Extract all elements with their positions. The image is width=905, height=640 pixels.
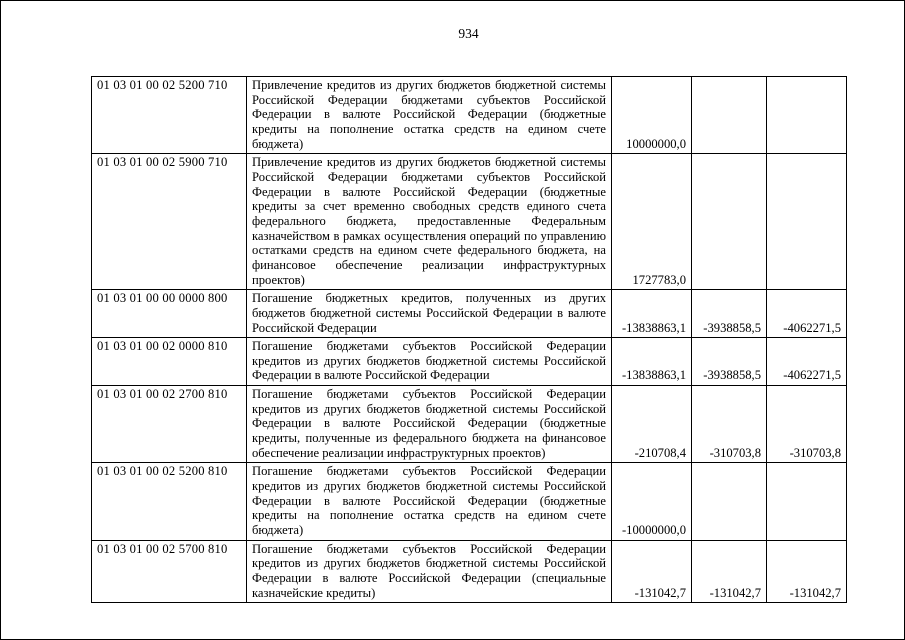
description-cell: Погашение бюджетами субъектов Российской Федерации кредитов из других бюджетов бюджетной системы Российской Федерации в валюте Российской Федерации [247,338,612,386]
table-row [92,77,847,154]
amount-cell-3: -4062271,5 [767,338,847,386]
amount-cell-2 [692,463,767,540]
description-cell: Погашение бюджетных кредитов, полученных из других бюджетов бюджетной системы Российской Федерации в валюте Российской Федерации [247,290,612,338]
description-cell: Привлечение кредитов из других бюджетов бюджетной системы Российской Федерации бюджетами субъектов Российской Федерации в валюте Российской Федерации (бюджетные кредиты за счет временно свободных средств единого счета федерального бюджета, предоставленные Федеральным казначейством в рамках осуществления операций по управлению остатками средств на едином счете федерального бюджета, на финансовое обеспечение реализации инфраструктурных проектов) [247,154,612,290]
amount-cell-1: 1727783,0 [612,154,692,290]
amount-cell-3 [767,463,847,540]
amount-cell-1: 10000000,0 [612,77,692,154]
description-cell: Привлечение кредитов из других бюджетов бюджетной системы Российской Федерации бюджетами субъектов Российской Федерации в валюте Российской Федерации (бюджетные кредиты на пополнение остатка средств на едином счете бюджета) [247,77,612,154]
amount-cell-3: -131042,7 [767,540,847,603]
code-cell: 01 03 01 00 02 5900 710 [92,154,247,290]
amount-cell-2 [692,77,767,154]
amount-cell-1: -131042,7 [612,540,692,603]
amount-cell-1: -10000000,0 [612,463,692,540]
code-cell: 01 03 01 00 02 5200 710 [92,77,247,154]
description-cell: Погашение бюджетами субъектов Российской Федерации кредитов из других бюджетов бюджетной системы Российской Федерации в валюте Российской Федерации (бюджетные кредиты на пополнение остатка средств на едином счете бюджета) [247,463,612,540]
table-row [92,386,847,463]
amount-cell-1: -13838863,1 [612,290,692,338]
table-row [92,338,847,386]
amount-cell-1: -13838863,1 [612,338,692,386]
amount-cell-2: -3938858,5 [692,290,767,338]
description-cell: Погашение бюджетами субъектов Российской Федерации кредитов из других бюджетов бюджетной системы Российской Федерации в валюте Российской Федерации (бюджетные кредиты, полученные из федерального бюджета на финансовое обеспечение реализации инфраструктурных проектов) [247,386,612,463]
table-row [92,154,847,290]
table-row [92,463,847,540]
amount-cell-3: -4062271,5 [767,290,847,338]
description-cell: Погашение бюджетами субъектов Российской Федерации кредитов из других бюджетов бюджетной системы Российской Федерации в валюте Российской Федерации (специальные казначейские кредиты) [247,540,612,603]
amount-cell-3: -310703,8 [767,386,847,463]
code-cell: 01 03 01 00 02 5700 810 [92,540,247,603]
code-cell: 01 03 01 00 02 0000 810 [92,338,247,386]
amount-cell-2: -3938858,5 [692,338,767,386]
page-number: 934 [458,26,479,41]
table-row [92,290,847,338]
code-cell: 01 03 01 00 02 5200 810 [92,463,247,540]
amount-cell-2: -131042,7 [692,540,767,603]
amount-cell-3 [767,154,847,290]
code-cell: 01 03 01 00 02 2700 810 [92,386,247,463]
budget-table [91,76,847,603]
amount-cell-2: -310703,8 [692,386,767,463]
table-row [92,540,847,603]
amount-cell-3 [767,77,847,154]
amount-cell-1: -210708,4 [612,386,692,463]
amount-cell-2 [692,154,767,290]
code-cell: 01 03 01 00 00 0000 800 [92,290,247,338]
